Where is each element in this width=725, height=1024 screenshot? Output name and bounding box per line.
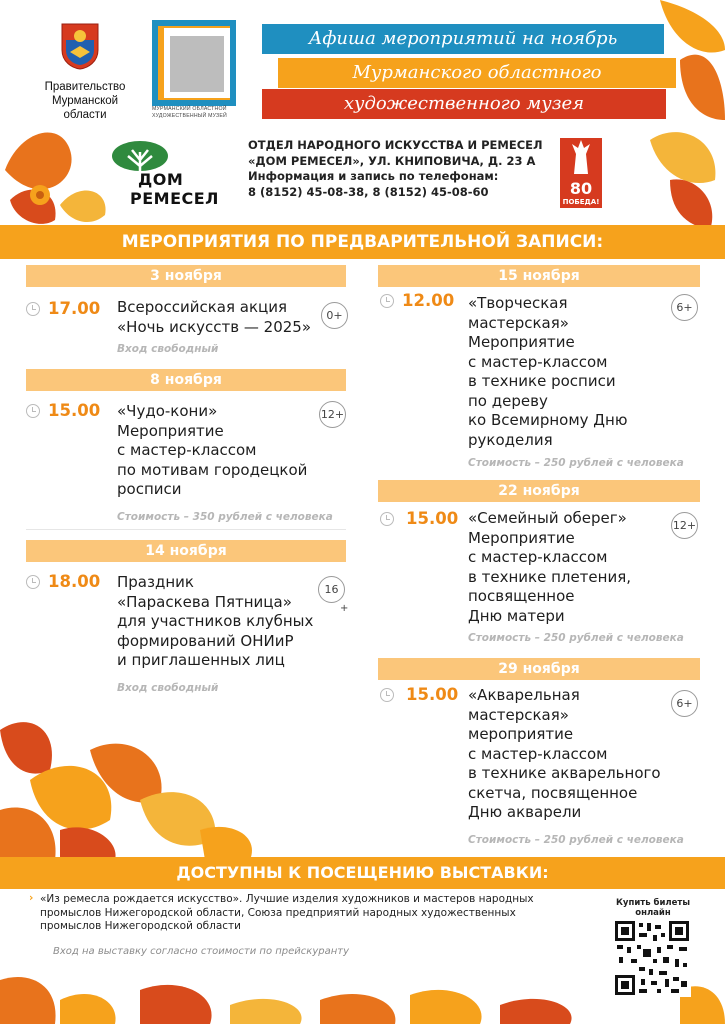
murmansk-coat-of-arms-icon	[60, 22, 100, 70]
event-price: Стоимость – 250 рублей с человека	[468, 834, 684, 846]
museum-name-small: МУРМАНСКИЙ ОБЛАСТНОЙ ХУДОЖЕСТВЕННЫЙ МУЗЕЙ	[152, 106, 227, 119]
clock-icon	[380, 512, 394, 526]
exhibition-item: › «Из ремесла рождается искусство». Лучшие изделия художников и мастеров народных промыслов Нижегородской области, Союза предприятий народных художественных промыслов Нижегородской области	[29, 892, 534, 932]
autumn-leaves-bottom-left	[0, 690, 320, 860]
clock-icon	[380, 688, 394, 702]
date-bar: 14 ноября	[26, 540, 346, 562]
event-title: Всероссийская акция «Ночь искусств — 2025»	[117, 298, 311, 336]
event-time: 12.00	[402, 291, 455, 310]
age-badge: 6+	[671, 294, 698, 321]
museum-logo-icon	[152, 20, 236, 106]
phone-line: 8 (8152) 45-08-38, 8 (8152) 45-08-60	[248, 184, 489, 199]
address-line-2: «ДОМ РЕМЕСЕЛ», УЛ. КНИПОВИЧА, Д. 23 А	[248, 153, 536, 168]
qr-code-icon[interactable]	[613, 919, 691, 997]
age-badge: 0+	[321, 302, 348, 329]
date-bar: 3 ноября	[26, 265, 346, 287]
age-badge: 16	[318, 576, 345, 603]
address-line-1: ОТДЕЛ НАРОДНОГО ИСКУССТВА И РЕМЕСЕЛ	[248, 138, 543, 152]
event-title: «Чудо-кони» Мероприятие с мастер-классом по мотивам городецкой росписи	[117, 402, 308, 498]
clock-icon	[26, 404, 40, 418]
dom-word: ДОМ	[138, 170, 184, 189]
clock-icon	[380, 294, 394, 308]
event-time: 15.00	[406, 509, 459, 528]
chevron-right-icon: ›	[29, 892, 34, 904]
clock-icon	[26, 302, 40, 316]
event-time: 15.00	[48, 401, 101, 420]
age-badge: 6+	[671, 690, 698, 717]
event-price: Стоимость – 250 рублей с человека	[468, 632, 684, 644]
event-time: 17.00	[48, 299, 101, 318]
government-name: Правительство Мурманской области	[44, 81, 126, 121]
title-band-2: Мурманского областного	[278, 58, 676, 88]
event-price: Вход свободный	[117, 682, 219, 694]
age-badge: 12+	[671, 512, 698, 539]
event-price: Стоимость – 350 рублей с человека	[117, 511, 333, 523]
event-time: 18.00	[48, 572, 101, 591]
event-time: 15.00	[406, 685, 459, 704]
badge-number: 80	[569, 179, 593, 198]
event-price: Вход свободный	[117, 343, 219, 355]
event-title: Праздник «Параскева Пятница» для участников клубных формирований ОНИиР и приглашенных лиц	[117, 573, 314, 669]
exhibition-note: Вход на выставку согласно стоимости по прейскуранту	[53, 946, 350, 957]
event-title: «Акварельная мастерская» мероприятие с мастер-классом в технике акварельного скетча, посвященное Дню акварели	[468, 686, 661, 821]
address-block	[248, 138, 548, 200]
date-bar: 22 ноября	[378, 480, 700, 502]
remesel-word: РЕМЕСЕЛ	[130, 189, 219, 208]
date-bar: 15 ноября	[378, 265, 700, 287]
title-band-1: Афиша мероприятий на ноябрь	[262, 24, 664, 54]
dom-remesel-logo	[108, 140, 232, 210]
victory-80-badge	[560, 138, 602, 208]
event-title: «Семейный оберег» Мероприятие с мастер-классом в технике плетения, посвященное Дню матери	[468, 509, 632, 625]
section-title-exhibitions: ДОСТУПНЫ К ПОСЕЩЕНИЮ ВЫСТАВКИ:	[0, 857, 725, 889]
separator	[26, 529, 346, 530]
badge-word: ПОБЕДА!	[562, 198, 600, 206]
event-price: Стоимость – 250 рублей с человека	[468, 457, 684, 469]
title-band-3: художественного музея	[262, 89, 666, 119]
age-badge-plus: +	[340, 603, 349, 614]
event-title: «Творческая мастерская» Мероприятие с мастер-классом в технике росписи по дереву ко Всемирному Дню рукоделия	[468, 294, 628, 449]
monument-icon	[560, 138, 602, 176]
section-title-registration: МЕРОПРИЯТИЯ ПО ПРЕДВАРИТЕЛЬНОЙ ЗАПИСИ:	[0, 225, 725, 259]
date-bar: 8 ноября	[26, 369, 346, 391]
age-badge: 12+	[319, 401, 346, 428]
buy-tickets-label: Купить билеты онлайн	[615, 898, 691, 918]
date-bar: 29 ноября	[378, 658, 700, 680]
clock-icon	[26, 575, 40, 589]
address-line-3: Информация и запись по телефонам:	[248, 169, 499, 183]
